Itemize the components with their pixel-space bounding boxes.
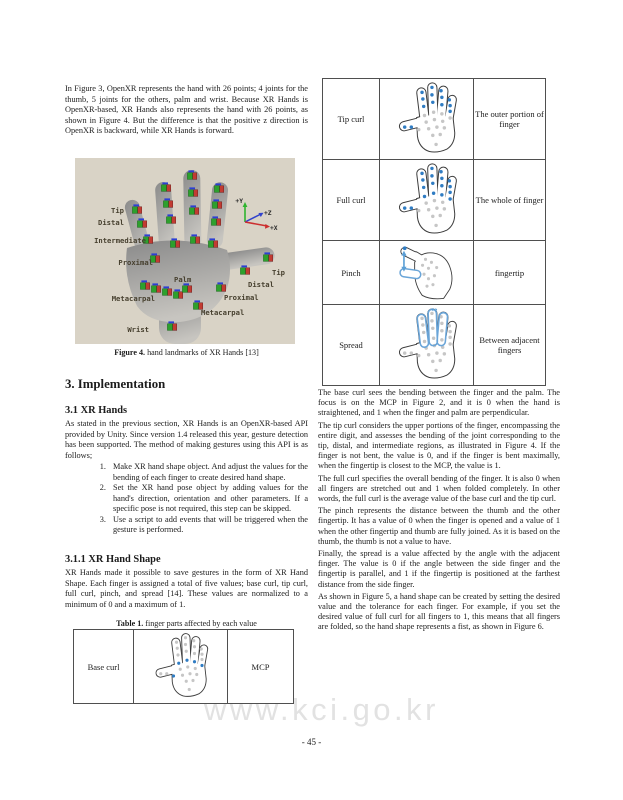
- value-cell-pinch: Pinch: [323, 241, 380, 305]
- intro-paragraph: In Figure 3, OpenXR represents the hand with 26 points; 4 joints for the thumb, 5 joints for the others, palm and wrist. Because XR Hands is OpenXR-based, XR Hands also represents the hand with 26 points, as shown in Figure 4. But the difference is that the positive z direction is OpenXR is backward, while XR Hands is forward.: [65, 84, 308, 135]
- table-1-caption: [65, 619, 308, 628]
- table-row: [74, 630, 294, 704]
- label-tip-left: Tip: [111, 206, 124, 215]
- table-1-part-cell: MCP: [228, 630, 294, 704]
- hand-diagram-full-curl: [380, 160, 474, 241]
- table-row: [323, 160, 546, 241]
- figure-4-caption-label: Figure 4.: [114, 348, 146, 357]
- value-cell-full-curl: Full curl: [323, 160, 380, 241]
- spread-arrow-icon: ↔: [430, 306, 437, 314]
- figure-4-caption-text: hand landmarks of XR Hands [13]: [145, 348, 259, 357]
- label-distal-right: Distal: [248, 280, 274, 289]
- right-column-text: [318, 388, 560, 635]
- subsubsection-heading-hand-shape: 3.1.1 XR Hand Shape: [65, 554, 161, 565]
- kci-watermark: www.kci.go.kr: [204, 692, 439, 727]
- table-1-value-cell: Base curl: [74, 630, 134, 704]
- label-metacarpal-right: Metacarpal: [201, 308, 245, 317]
- hand-shape-paragraph: XR Hands made it possible to save gestures in the form of XR Hand Shape. Each finger is assigned a total of five values; base curl, tip curl, full curl, pinch, and spread [14]. These values are normalized to a minimum of 0 and a maximum of 1.: [65, 568, 308, 609]
- value-cell-tip-curl: Tip curl: [323, 79, 380, 160]
- table-row: [323, 305, 546, 386]
- paragraph-hand-shape-creation: As shown in Figure 5, a hand shape can be created by setting the desired value and the tolerance for each finger. For example, if you set the desired value of full curl for all fingers to 1, this means that all fingers are folded, so the hand shape represents a fist, as shown in Figure 6.: [318, 591, 560, 632]
- label-tip-right: Tip: [272, 268, 285, 277]
- figure-4-hand-illustration: [75, 158, 295, 344]
- list-item-text: Set the XR hand pose object by adding values for the hand's direction, orientation and other parameters. If a specific pose is not required, this step can be skipped.: [113, 483, 308, 513]
- paragraph-base-curl: The base curl sees the bending between the finger and the palm. The focus is on the MCP in Figure 2, and it is 0 when the hand is straightened, and 1 when the finger and palm are perpendicular.: [318, 388, 560, 418]
- paragraph-spread: Finally, the spread is a value affected by the angle with the adjacent finger. The value is 0 if the angle between the side finger and the fingertip is parallel, and 1 if the fingertip is positioned at the farthest distance from the side finger.: [318, 549, 560, 589]
- part-cell-pinch: fingertip: [474, 241, 546, 305]
- label-palm: Palm: [174, 275, 192, 284]
- label-distal-left: Distal: [98, 218, 124, 227]
- gesture-steps-list: [65, 462, 308, 536]
- label-proximal-right: Proximal: [224, 293, 259, 302]
- index-fingertip-dot: [402, 246, 406, 250]
- figure-4-caption: [65, 348, 308, 357]
- part-cell-tip-curl: The outer portion of finger: [474, 79, 546, 160]
- list-item-number: 2.: [99, 483, 106, 492]
- list-item-text: Use a script to add events that will be triggered when the gesture is performed.: [113, 514, 308, 534]
- gesture-values-table: [322, 78, 546, 386]
- label-proximal-left: Proximal: [118, 258, 153, 267]
- paragraph-full-curl: The full curl specifies the overall bending of the finger. It is also 0 when all fingers are stretched out and 1 when folded completely. In other words, the full curl is the average value of the base curl and the tip curl.: [318, 473, 560, 504]
- hand-diagram-pinch: [380, 241, 474, 305]
- section-heading-implementation: 3. Implementation: [65, 377, 166, 391]
- part-cell-full-curl: The whole of finger: [474, 160, 546, 241]
- list-item-number: 3.: [99, 514, 106, 524]
- list-item: [93, 515, 308, 536]
- page-number: - 45 -: [301, 737, 322, 747]
- part-cell-spread: Between adjacent fingers: [474, 305, 546, 386]
- list-item-number: 1.: [99, 462, 106, 471]
- list-item-text: Make XR hand shape object. And adjust the values for the bending of each finger to create desired hand shape.: [113, 462, 308, 482]
- label-metacarpal-left: Metacarpal: [111, 294, 155, 303]
- table-1: [73, 629, 294, 704]
- label-intermediate: Intermediate: [94, 236, 146, 245]
- hand-diagram-base-curl: [134, 630, 228, 704]
- table-row: [323, 79, 546, 160]
- axis-z-label: +Z: [264, 210, 272, 217]
- label-wrist: Wrist: [127, 325, 149, 334]
- value-cell-spread: Spread: [323, 305, 380, 386]
- subsection-heading-xr-hands: 3.1 XR Hands: [65, 405, 128, 416]
- hand-diagram-tip-curl: [380, 79, 474, 160]
- list-item: [93, 483, 308, 515]
- axis-x-label: +X: [270, 225, 278, 232]
- figure-4: [75, 158, 295, 349]
- table-1-caption-label: Table 1.: [116, 619, 144, 628]
- table-row: [323, 241, 546, 305]
- hand-diagram-spread: [380, 305, 474, 386]
- list-item: [93, 462, 308, 483]
- paragraph-pinch: The pinch represents the distance between the thumb and the other fingertip. It has a value of 0 when the finger is opened and a value of 1 when the other fingertip and thumb are fully joined. As it is based on the thumb, the thumb is not a value to have.: [318, 506, 560, 546]
- xr-hands-paragraph: As stated in the previous section, XR Hands is an OpenXR-based API provided by Unity. Since version 1.4 released this year, gesture detection has been supported. The method of making gestures using this API is as follows;: [65, 419, 308, 460]
- axis-y-label: +Y: [235, 198, 243, 205]
- paragraph-tip-curl: The tip curl considers the upper portions of the finger, encompassing the entire digit, and assesses the bending of the joint corresponding to the tip, distal, and intermediate regions, as illustrated in Figure 4. If the finger is not bent, the value is 0, and if the finger is bent maximally, when the fingertip is closest to the MCP, the value is 1.: [318, 420, 560, 471]
- table-1-caption-text: finger parts affected by each value: [143, 619, 257, 628]
